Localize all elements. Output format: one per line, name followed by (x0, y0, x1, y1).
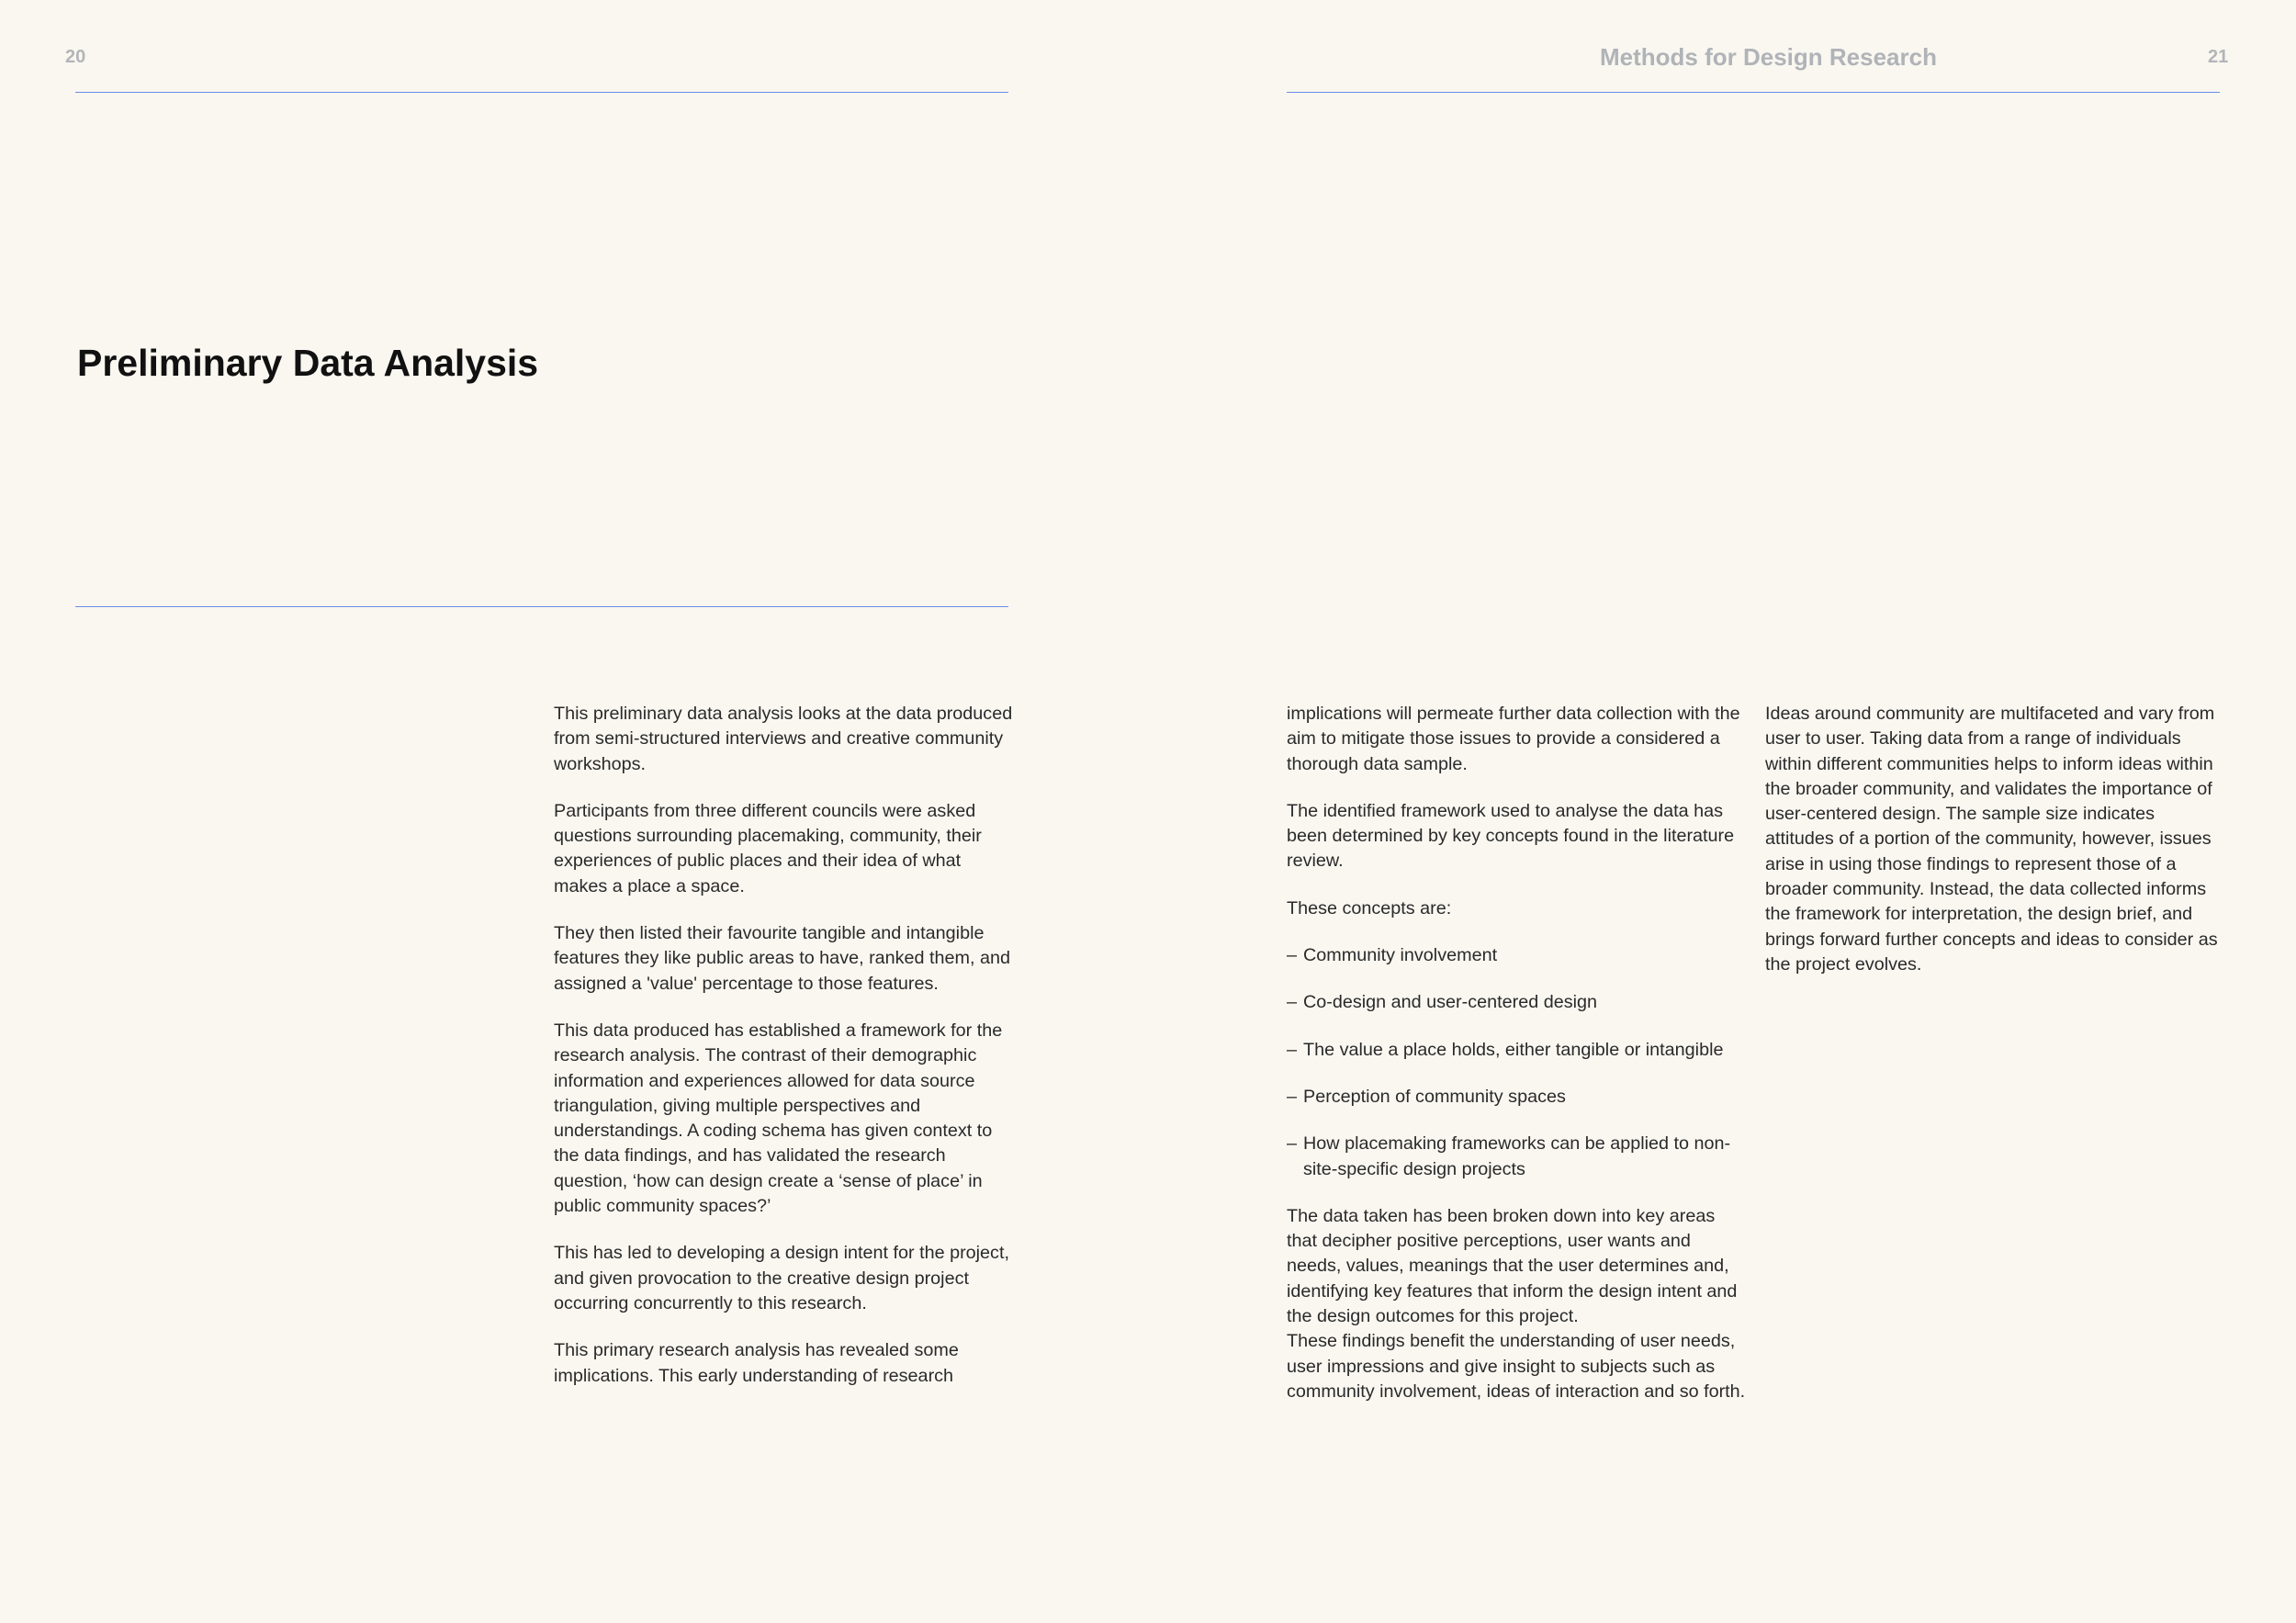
paragraph: They then listed their favourite tangible and intangible features they like public areas to have, ranked them, and assigned a 'value' percentage to those features. (554, 923, 1011, 994)
paragraph: implications will permeate further data collection with the aim to mitigate those issues to provide a considered a thorough data sample. (1287, 704, 1740, 774)
concept-list-item (1287, 943, 1746, 968)
paragraph: This preliminary data analysis looks at the data produced from semi-structured interviews and creative community workshops. (554, 704, 1013, 774)
concept-text: The value a place holds, either tangible or intangible (1303, 1039, 1724, 1060)
paragraph: This primary research analysis has revealed some implications. This early understanding of research (554, 1340, 959, 1386)
concept-text: Community involvement (1303, 945, 1498, 966)
concept-text: Co-design and user-centered design (1303, 992, 1597, 1013)
concept-text: Perception of community spaces (1303, 1086, 1566, 1107)
section-title: Preliminary Data Analysis (77, 342, 539, 384)
dash-bullet: – (1287, 1086, 1298, 1107)
left-title-rule (75, 606, 1008, 607)
right-header-rule (1287, 92, 2220, 93)
dash-bullet: – (1287, 992, 1298, 1013)
paragraph: These concepts are: (1287, 897, 1452, 919)
paragraph: Participants from three different councils were asked questions surrounding placemaking, community, their experiences of public places and their idea of what makes a place a space. (554, 800, 982, 896)
body-column-1 (554, 702, 1013, 1411)
body-column-3 (1765, 702, 2224, 999)
paragraph: The identified framework used to analyse the data has been determined by key concepts found in the literature review. (1287, 800, 1735, 872)
body-column-2 (1287, 702, 1746, 1426)
concept-list-item (1287, 1132, 1746, 1182)
dash-bullet: – (1287, 1133, 1298, 1155)
concept-text: How placemaking frameworks can be applied to non-site-specific design projects (1303, 1133, 1731, 1179)
paragraph: The data taken has been broken down into key areas that decipher positive perceptions, user wants and needs, values, meanings that the user determines and, identifying key features that inform the design intent and the design outcomes for this project. (1287, 1205, 1738, 1327)
dash-bullet: – (1287, 1039, 1298, 1060)
left-page-number: 20 (65, 47, 86, 67)
concept-list-item (1287, 1038, 1746, 1063)
right-page-number: 21 (2208, 47, 2229, 67)
concept-list-item (1287, 990, 1746, 1015)
running-header-title: Methods for Design Research (1600, 43, 1937, 71)
paragraph: This has led to developing a design intent for the project, and given provocation to the creative design project occurring concurrently to this research. (554, 1243, 1009, 1313)
left-header-rule (75, 92, 1008, 93)
concept-list-item (1287, 1085, 1746, 1110)
paragraph: Ideas around community are multifaceted and vary from user to user. Taking data from a range of individuals within different communities helps to inform ideas within the broader community, and validates the importance of user-centered design. The sample size indicates attitudes of a portion of the community, however, issues arise in using those findings to represent those of a broader community. Instead, the data collected informs the framework for interpretation, the design brief, and brings forward further concepts and ideas to consider as the project evolves. (1765, 704, 2218, 975)
paragraph: This data produced has established a framework for the research analysis. The contrast of their demographic information and experiences allowed for data source triangulation, giving multiple perspectives and understandings. A coding schema has given context to the data findings, and has validated the research question, ‘how can design create a ‘sense of place’ in public community spaces?’ (554, 1020, 1003, 1217)
paragraph: These findings benefit the understanding of user needs, user impressions and give insight to subjects such as community involvement, ideas of interaction and so forth. (1287, 1331, 1746, 1402)
dash-bullet: – (1287, 945, 1298, 966)
